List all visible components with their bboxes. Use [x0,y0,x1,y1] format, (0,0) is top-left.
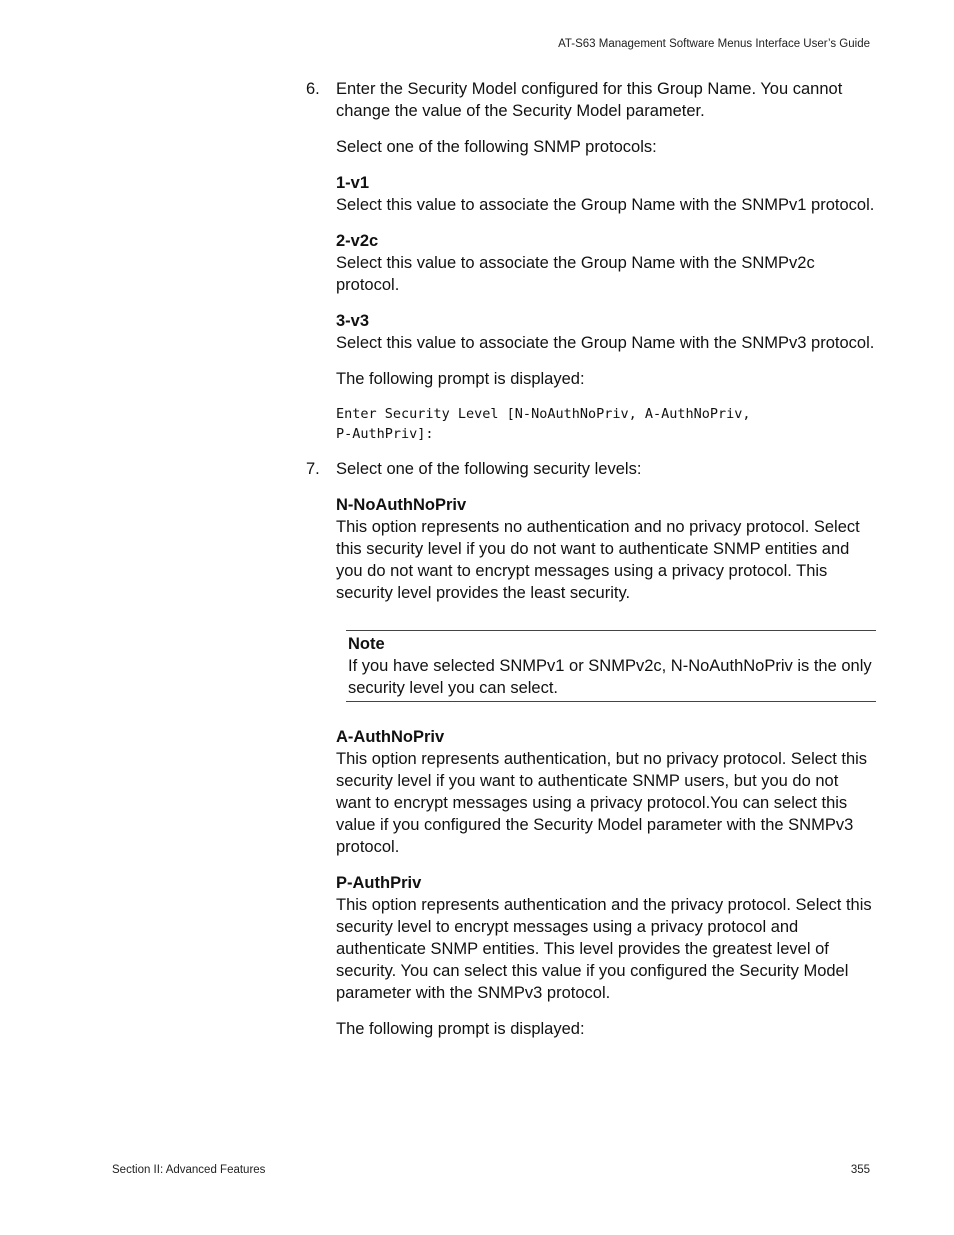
option-title: 3-v3 [336,312,370,330]
step-number: 7. [306,460,320,478]
protocols-intro: Select one of the following SNMP protocols: [336,138,657,156]
option-authnopriv [336,726,876,858]
step-7 [306,458,876,1040]
main-content [306,78,876,1054]
note-title: Note [348,635,385,653]
option-title: N-NoAuthNoPriv [336,496,467,514]
page-number: 355 [850,1164,870,1176]
step-text: Enter the Security Model configured for this Group Name. You cannot change the value of the Security Model parameter. [336,80,843,120]
option-title: P-AuthPriv [336,874,422,892]
page-header: AT-S63 Management Software Menus Interface User’s Guide [558,38,870,50]
step-number: 6. [306,80,320,98]
option-v1 [336,172,876,216]
prompt-intro: The following prompt is displayed: [336,370,585,388]
option-v3 [336,310,876,354]
option-description: This option represents no authentication and no privacy protocol. Select this security level if you do not want to authenticate SNMP entities and you do not want to encrypt messages using a privacy protocol. This security level provides the least security. [336,518,860,602]
prompt-line: Enter Security Level [N-NoAuthNoPriv, A-AuthNoPriv, [336,406,751,422]
prompt-line: P-AuthPriv]: [336,426,434,442]
option-description: This option represents authentication, but no privacy protocol. Select this security level if you want to authenticate SNMP users, but you do not want to encrypt messages using a privacy protocol.You can select this value if you configured the Security Model parameter with the SNMPv3 protocol. [336,750,868,856]
option-title: A-AuthNoPriv [336,728,445,746]
option-description: This option represents authentication and the privacy protocol. Select this security level to encrypt messages using a privacy protocol and authenticate SNMP entities. This level provides the greatest level of security. You can select this value if you configured the Security Model parameter with the SNMPv3 protocol. [336,896,872,1002]
option-noauthnopriv [336,494,876,604]
option-v2c [336,230,876,296]
option-description: Select this value to associate the Group Name with the SNMPv1 protocol. [336,196,875,214]
footer-section: Section II: Advanced Features [112,1164,266,1176]
security-level-prompt [336,404,876,444]
step-text: Select one of the following security levels: [336,460,642,478]
option-description: Select this value to associate the Group Name with the SNMPv3 protocol. [336,334,875,352]
step-6 [306,78,876,444]
note-box [346,630,876,702]
note-text: If you have selected SNMPv1 or SNMPv2c, N-NoAuthNoPriv is the only security level you can select. [348,657,872,697]
option-title: 1-v1 [336,174,370,192]
prompt-intro: The following prompt is displayed: [336,1020,585,1038]
option-title: 2-v2c [336,232,379,250]
option-authpriv [336,872,876,1004]
option-description: Select this value to associate the Group Name with the SNMPv2c protocol. [336,254,815,294]
